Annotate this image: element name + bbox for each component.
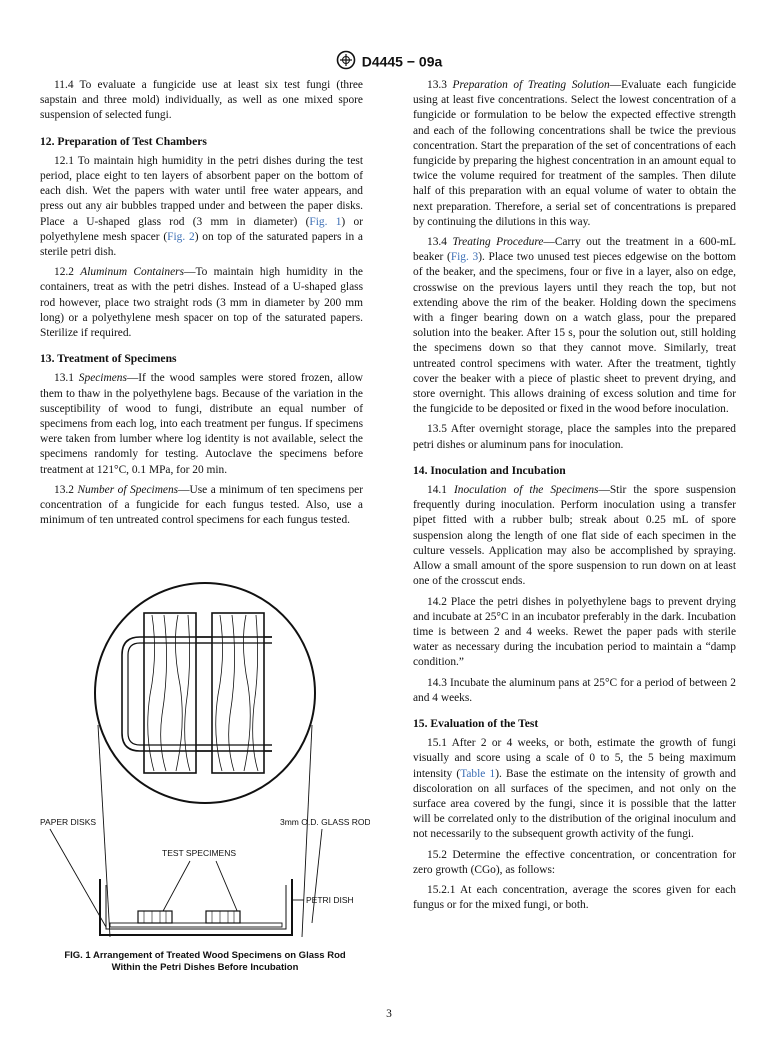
section-15-heading: 15. Evaluation of the Test <box>413 716 539 730</box>
paragraph-13-5: 13.5 After overnight storage, place the samples into the prepared petri dishes or aluminum pans for inoculation. <box>413 423 736 451</box>
side-specimen-left <box>138 911 172 923</box>
label-petri-dish: PETRI DISH <box>306 895 354 905</box>
paragraph-15-1: 15.1 After 2 or 4 weeks, or both, estimate the growth of fungi visually and score using a scale of 0 to 5, the 5 being maximum intensity (Table 1). Base the estimate on the intensity of growth and discoloration on all surfaces of the specimen, and not only on the surface area covered by the fungi, since it is possible that the latter will be correlated only to the distribution of the original inoculum and not necessarily to the subsequent growth activity of the fungi. <box>413 737 736 841</box>
right-column <box>413 78 736 918</box>
left-column <box>40 78 363 533</box>
label-paper-disks: PAPER DISKS <box>40 817 97 827</box>
paragraph-15-2-1: 15.2.1 At each concentration, average the scores given for each fungus or for the mixed fungi, or both. <box>413 883 736 912</box>
paragraph-13-3: 13.3 Preparation of Treating Solution—Evaluate each fungicide using at least five concentrations. Select the lowest concentration of a fungicide or formulation to be below the expected effective strength and each of the following concentrations shall be twice the previous concentration. Start the preparation of the set of concentrations of each fungicide by preparing the highest concentration in an amount equal to twice the volume required for treatment of the samples. Then dilute half of this preparation with an equal volume of water to obtain the next preparation. Therefore, a serial set of concentrations is prepared by continuing the dilutions in this way. <box>413 79 737 228</box>
paragraph-13-2: 13.2 Number of Specimens—Use a minimum of ten specimens per concentration of a fungicide for each fungus tested. Also, use a minimum of ten untreated control specimens for each fungus tested. <box>40 483 364 527</box>
paragraph-15-2: 15.2 Determine the effective concentration, or concentration for zero growth (CGo), as follows: <box>413 848 736 876</box>
label-glass-rod: 3mm O.D. GLASS ROD <box>280 817 370 827</box>
fig3-link[interactable]: Fig. 3 <box>450 251 479 264</box>
section-14-heading: 14. Inoculation and Incubation <box>413 463 566 477</box>
figure-1-caption: FIG. 1 Arrangement of Treated Wood Specimens on Glass Rod Within the Petri Dishes Before Incubation <box>64 950 346 973</box>
label-test-specimens: TEST SPECIMENS <box>162 848 236 858</box>
paragraph-11-4: 11.4 To evaluate a fungicide use at least six test fungi (three sapstain and three mold) individually, as well as one mixed spore suspension of selected fungi. <box>40 79 363 122</box>
fig1-link[interactable]: Fig. 1 <box>309 215 342 228</box>
side-specimen-right <box>206 911 240 923</box>
paragraph-13-4: 13.4 Treating Procedure—Carry out the treatment in a 600-mL beaker (Fig. 3). Place two unused test pieces edgewise on the bottom of the beaker, and the specimens, four or five in a layer, also on edge, crosswise on the previous layers until they reach the top, but not extending above the rim of the beaker. Holding down the specimens with a finger bearing down on a watch glass, pour the prepared solution into the beaker. After 15 s, pour the solution out, still holding the specimens down so that they cannot move. Similarly, treat untreated control specimens with water. After the treatment, tightly cover the beaker with a piece of plastic sheet to prevent drying, and store overnight. This allows draining of excess solution and time for the fungicide to be deposited or fixed in the wood before inoculation. <box>413 236 737 416</box>
paragraph-12-1: 12.1 To maintain high humidity in the petri dishes during the test period, place eight to ten layers of absorbent paper on the bottom of each dish. Wet the papers with water until free water appears, and press out any air bubbles trapped under and between the paper disks. Place a U-shaped glass rod (3 mm in diameter) (Fig. 1) or polyethylene mesh spacer (Fig. 2) on top of the saturated papers in a sterile petri dish. <box>40 154 363 259</box>
section-12-heading: 12. Preparation of Test Chambers <box>40 134 207 148</box>
paragraph-14-1: 14.1 Inoculation of the Specimens—Stir the spore suspension frequently during inoculation. Perform inoculation using a transfer pipet fitted with a rubber bulb; streak about 0.25 mL of spore suspension along the length of one flat side of each specimen in the culture vessels. Application may also be accomplished by spraying. Allow a small amount of the spore suspension to run down on at least one of the crosscut ends. <box>413 484 736 588</box>
fig2-link[interactable]: Fig. 2 <box>167 230 195 243</box>
page-number: 3 <box>386 1008 392 1020</box>
paragraph-13-1: 13.1 Specimens—If the wood samples were stored frozen, allow them to thaw in the polyethylene bags. Because of the variation in the susceptibility of wood to fungi, distribute an equal number of specimens from each log, into each treatment per fungus. If specimens were taken from lumber where log identity is not available, select the specimens randomly for testing. Autoclave the specimens before treatment at 121°C, 0.1 MPa, for 20 min. <box>40 372 364 476</box>
paragraph-14-2: 14.2 Place the petri dishes in polyethylene bags to prevent drying and incubate at 25°C in an incubator preferably in the dark. Incubation time is between 2 and 4 weeks. Rewet the paper pads with sterile water as necessary during the incubation period to maintain a “damp condition.” <box>413 595 736 669</box>
page-header <box>0 50 778 73</box>
table1-link[interactable]: Table 1 <box>460 767 496 780</box>
figure-1 <box>40 575 370 905</box>
paragraph-14-3: 14.3 Incubate the aluminum pans at 25°C for a period of between 2 and 4 weeks. <box>413 676 736 704</box>
paragraph-12-2: 12.2 Aluminum Containers—To maintain high humidity in the containers, treat as with the petri dishes. Instead of a U-shaped glass rod however, place two straight rods (3 mm in diameter by 200 mm long) or a polyethylene mesh spacer on top of the saturated papers. Sterilize if required. <box>40 266 363 340</box>
astm-logo-icon <box>336 50 356 73</box>
document-code: D4445 − 09a <box>361 53 443 70</box>
section-13-heading: 13. Treatment of Specimens <box>40 352 177 366</box>
